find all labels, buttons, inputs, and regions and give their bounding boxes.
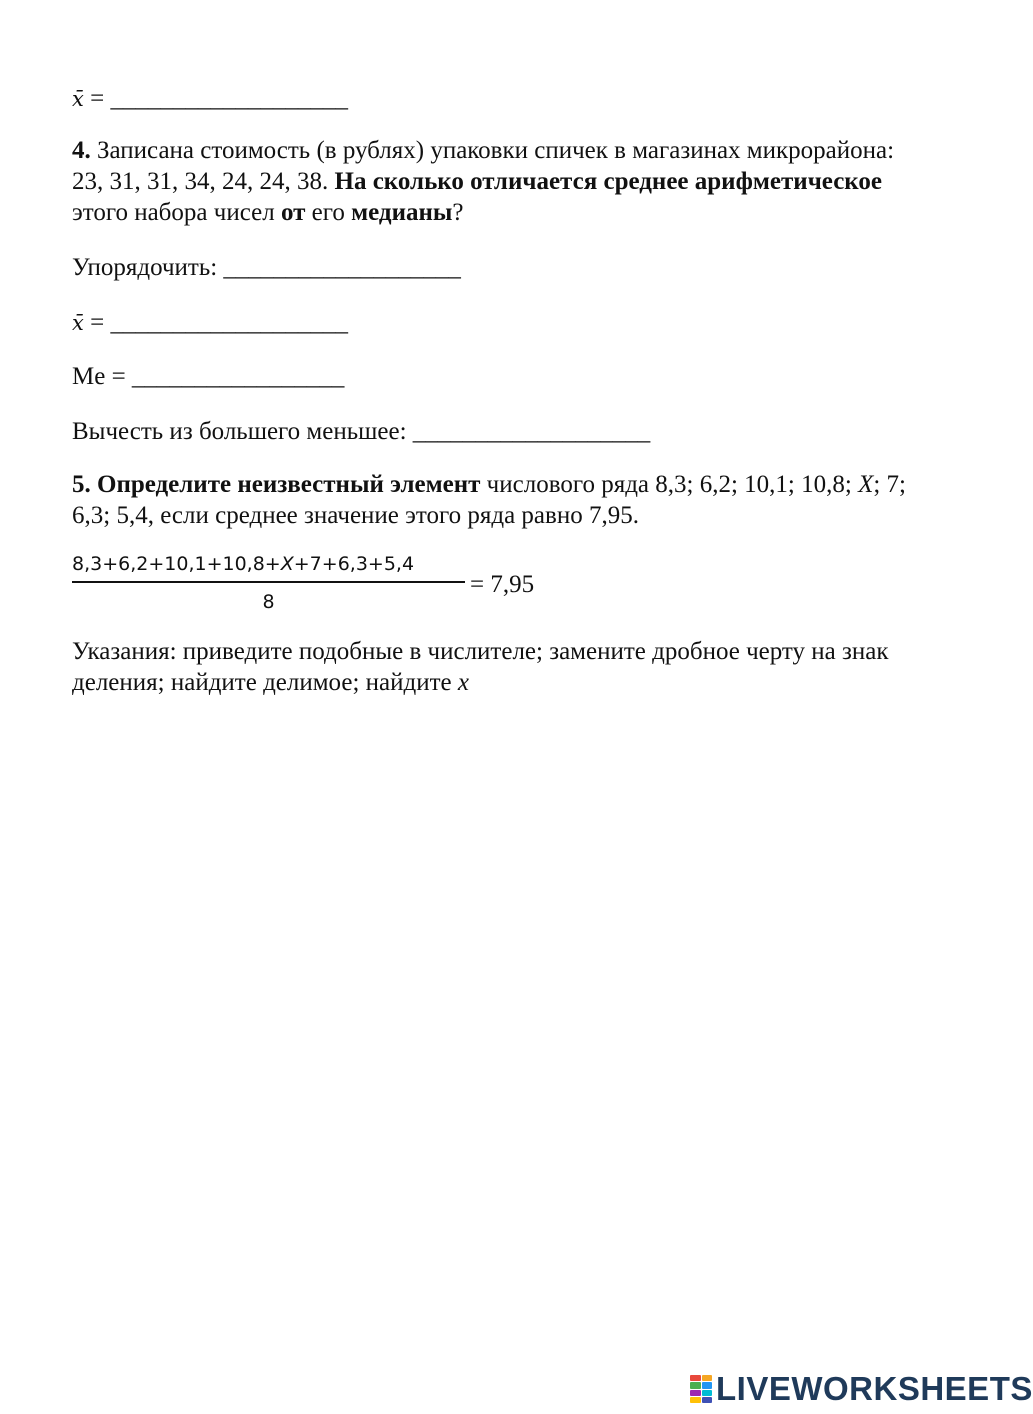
numerator-part-a: 8,3+6,2+10,1+10,8+ [72,553,281,575]
task-4-question: На сколько отличается среднее арифметическое [334,168,882,195]
hint-x: x [457,669,469,696]
liveworksheets-logo [690,1372,1033,1406]
task-4-median: медианы [351,199,453,226]
task-4 [72,135,922,228]
top-mean-blank: = ___________________ [83,85,348,112]
task-4-qmark: ? [452,199,464,226]
order-line[interactable]: Упорядочить: ___________________ [72,254,461,281]
logo-text: LIVEWORKSHEETS [716,1370,1033,1407]
task-5-text-2: ; 7; 6,3; 5,4, если среднее значение этого ряда равно 7,95. [72,471,906,529]
task-4-text-2: этого набора чисел [72,199,281,226]
fraction-result: = 7,95 [470,571,535,598]
numerator-part-b: +7+6,3+5,4 [293,553,415,575]
task-4-text-3: его [305,199,352,226]
task-4-text: Записана стоимость (в рублях) упаковки спичек в магазинах микрорайона: 23, 31, 31, 34, 24, 24, 38. [72,137,895,195]
hint-text: Указания: приведите подобные в числителе; замените дробное черту на знак деления; найдите делимое; найдите [72,638,889,696]
fraction-bar [72,581,465,583]
task-5 [72,469,922,531]
mean-blank: = ___________________ [83,309,348,336]
fraction-numerator [72,552,414,576]
subtract-line[interactable]: Вычесть из большего меньшее: ___________________ [72,418,651,445]
median-line[interactable]: Me = _________________ [72,363,345,390]
fraction-denominator: 8 [262,591,275,613]
mean-symbol: x̄ [72,87,84,111]
task-5-heading: 5. Определите неизвестный элемент [72,471,481,498]
hint [72,636,922,698]
task-4-number: 4. [72,137,91,164]
mean-symbol-2: x̄ [72,311,84,335]
task-4-from: от [280,199,306,226]
mean-line[interactable] [72,307,348,339]
task-5-text: числового ряда 8,3; 6,2; 10,1; 10,8; [480,471,859,498]
top-mean-line [72,83,348,115]
logo-icon [690,1375,712,1403]
task-5-unknown: X [858,471,874,498]
numerator-x: X [280,553,294,575]
